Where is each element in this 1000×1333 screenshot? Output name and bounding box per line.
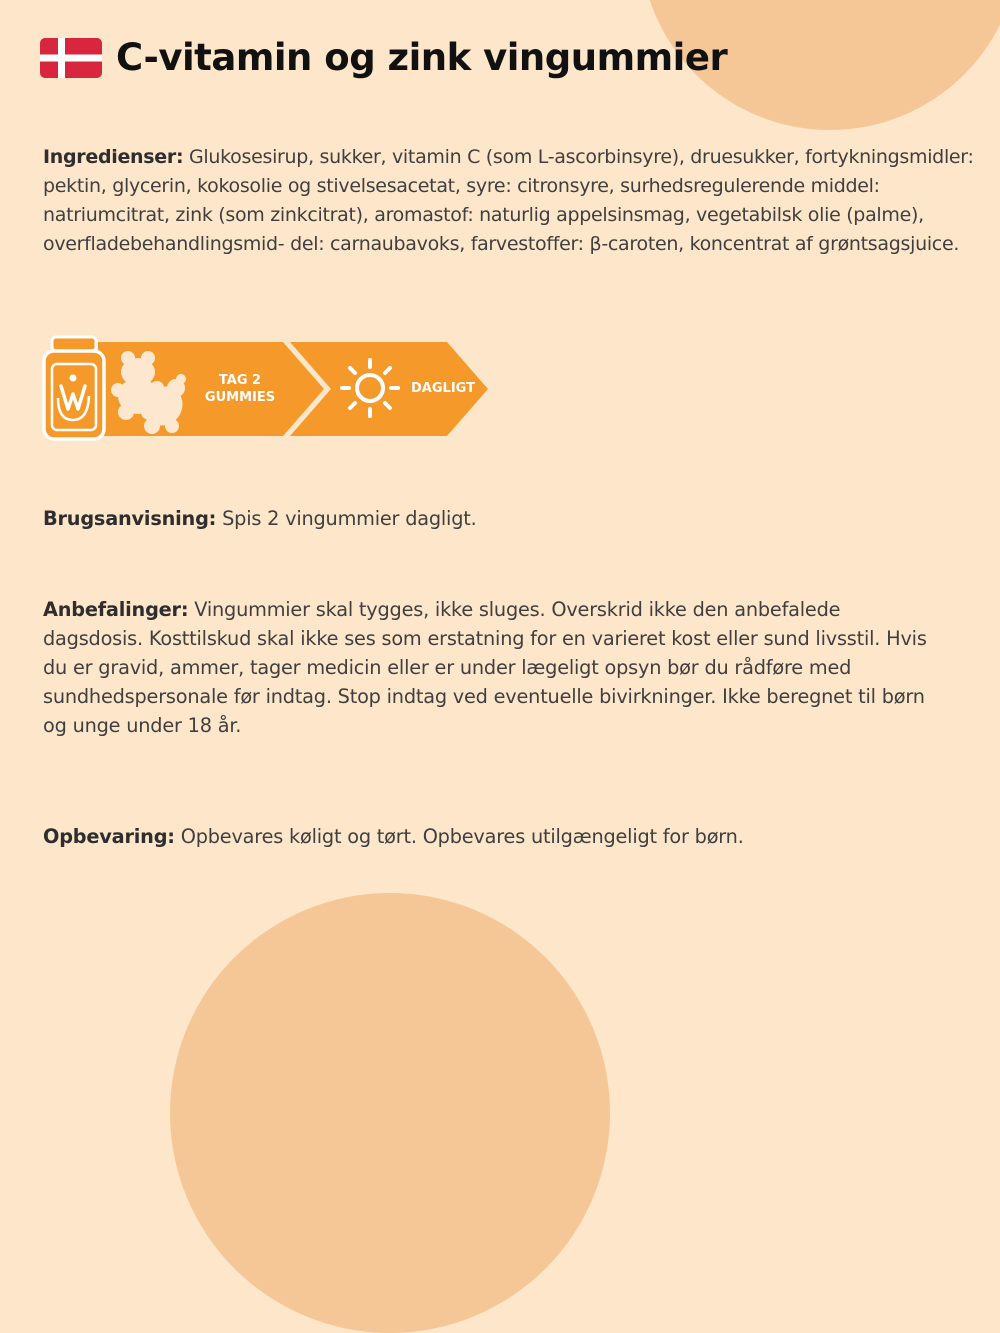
ingredients-section [43, 143, 978, 259]
decorative-circle-bottom [170, 893, 610, 1333]
usage-label: Brugsanvisning: [43, 507, 217, 530]
storage-text: Opbevares køligt og tørt. Opbevares utilgængeligt for børn. [174, 825, 744, 848]
usage-text: Spis 2 vingummier dagligt. [216, 507, 477, 530]
recommendations-text: Vingummier skal tygges, ikke sluges. Overskrid ikke den anbefalede dagsdosis. Kosttilskud skal ikke ses som erstatning for en varieret kost eller sund livsstil. Hvis du er gravid, ammer, tager medicin eller er under lægeligt opsyn bør du rådføre med sundhedspersonale før indtag. Stop indtag ved eventuelle bivirkninger. Ikke beregnet til børn og unge under 18 år. [43, 598, 927, 737]
recommendations-section [43, 595, 943, 740]
denmark-flag-icon [40, 38, 102, 78]
page-header [40, 36, 727, 79]
dosage-step-amount-line1: TAG 2 [218, 373, 262, 388]
dosage-step-amount-line2: GUMMIES [204, 390, 276, 405]
dosage-step-frequency: DAGLIGT [411, 381, 475, 396]
dosage-banner [40, 334, 500, 444]
recommendations-label: Anbefalinger: [43, 598, 189, 621]
jar-icon [44, 337, 104, 439]
storage-section [43, 822, 978, 851]
storage-label: Opbevaring: [43, 825, 175, 848]
ingredients-text: Glukosesirup, sukker, vitamin C (som L-ascorbinsyre), druesukker, fortykningsmidler: pektin, glycerin, kokosolie og stivelsesacetat, syre: citronsyre, surhedsregulerende middel: natriumcitrat, zink (som zinkcitrat), aromastof: naturlig appelsinsmag, vegetabilsk olie (palme), overfladebehandlingsmid- del: carnaubavoks, farvestoffer: β-caroten, koncentrat af grøntsagsjuice. [43, 146, 974, 255]
ingredients-label: Ingredienser: [43, 146, 184, 168]
page-title: C-vitamin og zink vingummier [116, 36, 728, 79]
dosage-step-amount [190, 372, 290, 406]
usage-section [43, 504, 978, 533]
